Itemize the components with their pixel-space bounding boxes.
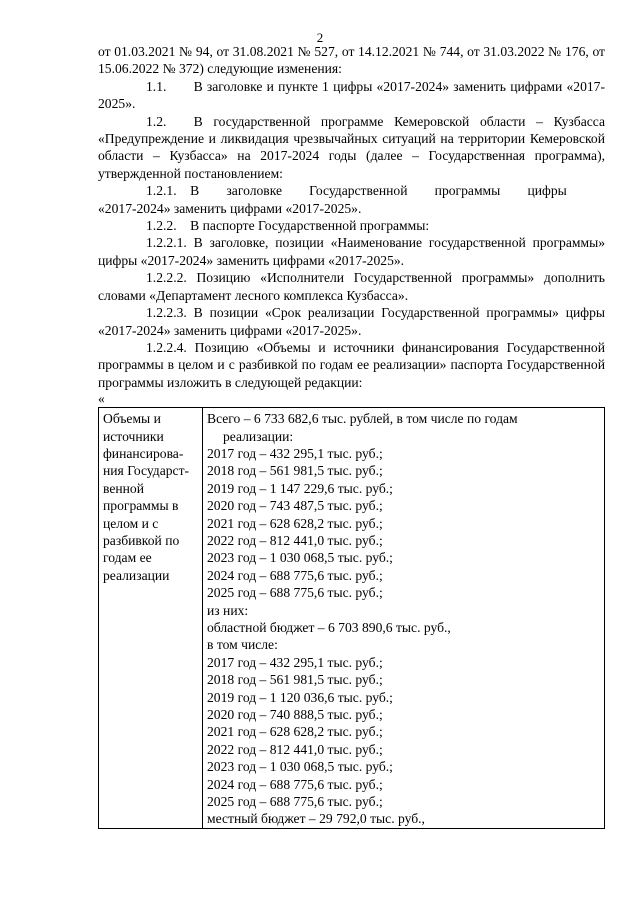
value-line: 2025 год – 688 775,6 тыс. руб.;: [207, 585, 383, 601]
value-line: 2021 год – 628 628,2 тыс. руб.;: [207, 724, 383, 740]
paragraph: 1.2.2.1. В заголовке, позиции «Наименование государственной программы» цифры «2017-2024» заменить цифрами «2017-2025».: [98, 235, 605, 268]
value-line: 2021 год – 628 628,2 тыс. руб.;: [207, 515, 383, 531]
paragraph: 1.2.2.3. В позиции «Срок реализации Государственной программы» цифры «2017-2024» заменить цифрами «2017-2025».: [98, 305, 605, 338]
quote-open-mark: «: [98, 391, 105, 407]
value-line: областной бюджет – 6 703 890,6 тыс. руб.,: [207, 620, 451, 635]
paragraph: 1.2.1. В заголовке Государственной программы цифры «2017-2024» заменить цифрами «2017-2025».: [98, 183, 567, 216]
value-line: 2017 год – 432 295,1 тыс. руб.;: [207, 654, 383, 670]
passport-table: [98, 407, 605, 829]
label-line: годам ее: [103, 550, 152, 566]
value-line: 2024 год – 688 775,6 тыс. руб.;: [207, 567, 383, 583]
label-line: венной: [103, 480, 144, 496]
value-line: 2023 год – 1 030 068,5 тыс. руб.;: [207, 759, 393, 775]
value-line: 2019 год – 1 147 229,6 тыс. руб.;: [207, 480, 393, 496]
value-line: 2020 год – 743 487,5 тыс. руб.;: [207, 498, 383, 514]
value-line: в том числе:: [207, 637, 278, 653]
value-line: реализации:: [223, 428, 294, 444]
value-line: 2017 год – 432 295,1 тыс. руб.;: [207, 445, 383, 461]
value-line: 2020 год – 740 888,5 тыс. руб.;: [207, 707, 383, 723]
label-line: программы в: [103, 498, 179, 514]
label-line: разбивкой по: [103, 532, 180, 548]
value-line: 2024 год – 688 775,6 тыс. руб.;: [207, 776, 383, 792]
position-value-cell: [203, 408, 605, 829]
value-line: 2018 год – 561 981,5 тыс. руб.;: [207, 463, 383, 479]
value-line: 2022 год – 812 441,0 тыс. руб.;: [207, 532, 383, 548]
paragraph: 1.2. В государственной программе Кемеровской области – Кузбасса «Предупреждение и ликвидация чрезвычайных ситуаций на территории Кемеровской области – Кузбасса» на 2017-2024 годы (далее – Государственная программа), утвержденной постановлением:: [98, 113, 605, 181]
label-line: Объемы и: [103, 411, 161, 427]
table-row: [99, 408, 605, 829]
label-line: источники: [103, 428, 164, 444]
document-body: [98, 43, 605, 829]
label-line: финансирова-: [103, 445, 184, 461]
paragraph: 1.2.2. В паспорте Государственной программы:: [146, 218, 430, 234]
value-line: 2019 год – 1 120 036,6 тыс. руб.;: [207, 689, 393, 705]
value-line: 2025 год – 688 775,6 тыс. руб.;: [207, 794, 383, 810]
paragraph: 1.1. В заголовке и пункте 1 цифры «2017-2024» заменить цифрами «2017-2025».: [98, 78, 605, 112]
page-number: 2: [316, 30, 324, 45]
label-line: ния Государст-: [103, 463, 190, 479]
paragraph: 1.2.2.2. Позицию «Исполнители Государственной программы» дополнить словами «Департамент лесного комплекса Кузбасса».: [98, 270, 605, 303]
value-line: местный бюджет – 29 792,0 тыс. руб.,: [207, 811, 425, 827]
value-line: из них:: [207, 602, 249, 618]
label-line: реализации: [103, 567, 170, 583]
paragraphs: [98, 43, 605, 391]
position-label-cell: [99, 408, 203, 829]
label-line: целом и с: [103, 515, 159, 531]
paragraph: 1.2.2.4. Позицию «Объемы и источники финансирования Государственной программы в целом и с разбивкой по годам ее реализации» паспорта Государственной программы изложить в следующей редакции:: [98, 339, 605, 390]
value-line: Всего – 6 733 682,6 тыс. рублей, в том числе по годам: [207, 411, 518, 427]
value-line: 2023 год – 1 030 068,5 тыс. руб.;: [207, 550, 393, 566]
paragraph: от 01.03.2021 № 94, от 31.08.2021 № 527, от 14.12.2021 № 744, от 31.03.2022 № 176, от 15.06.2022 № 372) следующие изменения:: [98, 44, 605, 77]
value-line: 2022 год – 812 441,0 тыс. руб.;: [207, 741, 383, 757]
value-line: 2018 год – 561 981,5 тыс. руб.;: [207, 672, 383, 688]
